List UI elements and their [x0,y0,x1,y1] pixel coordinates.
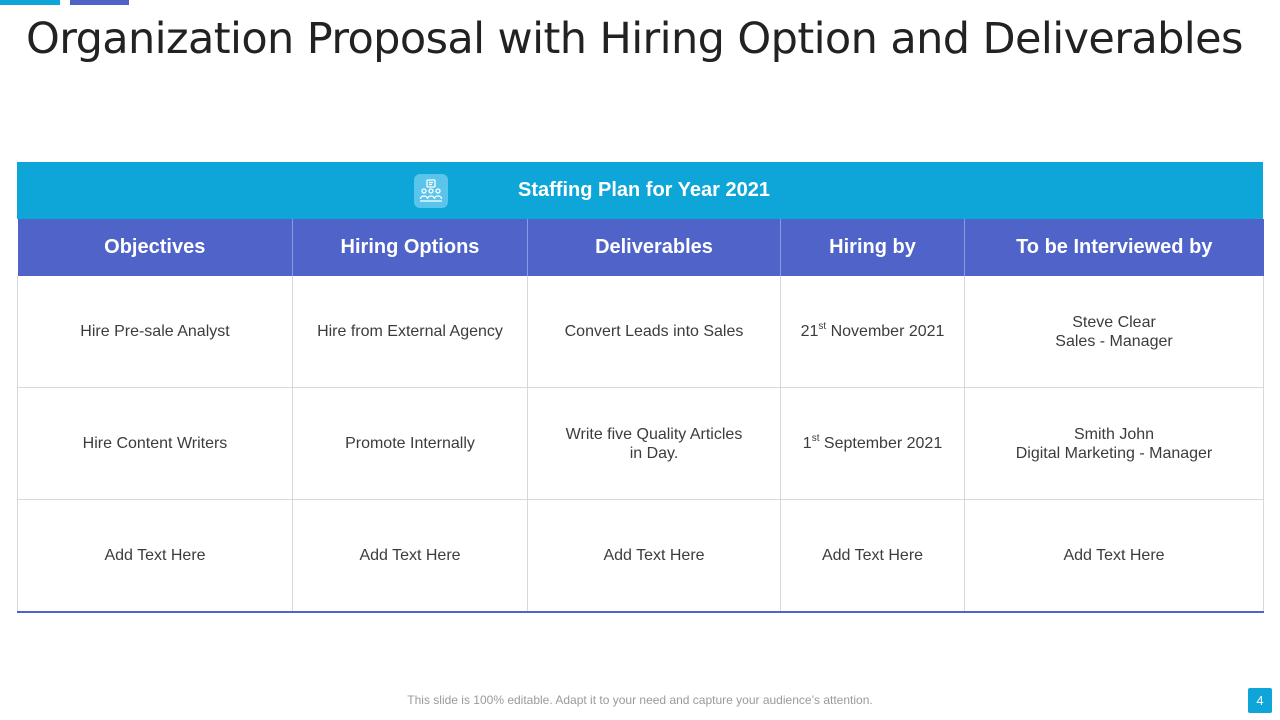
cell-hiring-option: Add Text Here [293,500,528,613]
header-interviewed-by: To be Interviewed by [965,219,1264,276]
interviewer-name: Smith John [1073,425,1155,443]
table-row [18,500,1264,613]
hiring-by-ordinal: st [811,432,820,444]
hiring-by-ordinal: st [818,320,827,332]
cell-interviewer [965,276,1264,388]
deliverable-line-2: in Day. [629,444,679,462]
hiring-by-day: 21 [800,323,819,340]
cell-interviewer: Add Text Here [965,500,1264,613]
page-number: 4 [1248,688,1272,713]
table-header-row [18,219,1264,276]
cell-objective: Hire Content Writers [18,388,293,500]
cell-interviewer [965,388,1264,500]
cell-deliverable: Convert Leads into Sales [528,276,781,388]
cell-deliverable [528,388,781,500]
deliverable-line-1: Write five Quality Articles [565,425,743,443]
staffing-plan-table [17,162,1263,613]
cell-hiring-by: Add Text Here [781,500,965,613]
plan-title: Staffing Plan for Year 2021 [518,179,770,201]
interviewer-role: Sales - Manager [1055,332,1173,350]
hiring-by-month-year: September 2021 [819,435,943,452]
header-objectives: Objectives [18,219,293,276]
interviewer-name: Steve Clear [1072,313,1156,331]
hiring-by-day: 1 [802,435,812,452]
header-deliverables: Deliverables [528,219,781,276]
footer-note: This slide is 100% editable. Adapt it to your need and capture your audience’s attention. [407,693,873,707]
cell-deliverable: Add Text Here [528,500,781,613]
cell-hiring-by [781,276,965,388]
cell-hiring-option: Hire from External Agency [293,276,528,388]
cell-hiring-option: Promote Internally [293,388,528,500]
cell-objective: Add Text Here [18,500,293,613]
cell-objective: Hire Pre-sale Analyst [18,276,293,388]
header-hiring-options: Hiring Options [293,219,528,276]
page-title: Organization Proposal with Hiring Option and Deliverables [26,14,1243,64]
interviewer-role: Digital Marketing - Manager [1015,444,1213,462]
table-row [18,276,1264,388]
header-hiring-by: Hiring by [781,219,965,276]
hiring-table [17,219,1264,613]
plan-banner [17,162,1263,219]
accent-bar-cyan [0,0,60,5]
accent-bar-blue [70,0,129,5]
cell-hiring-by [781,388,965,500]
table-row [18,388,1264,500]
hiring-by-month-year: November 2021 [826,323,945,340]
